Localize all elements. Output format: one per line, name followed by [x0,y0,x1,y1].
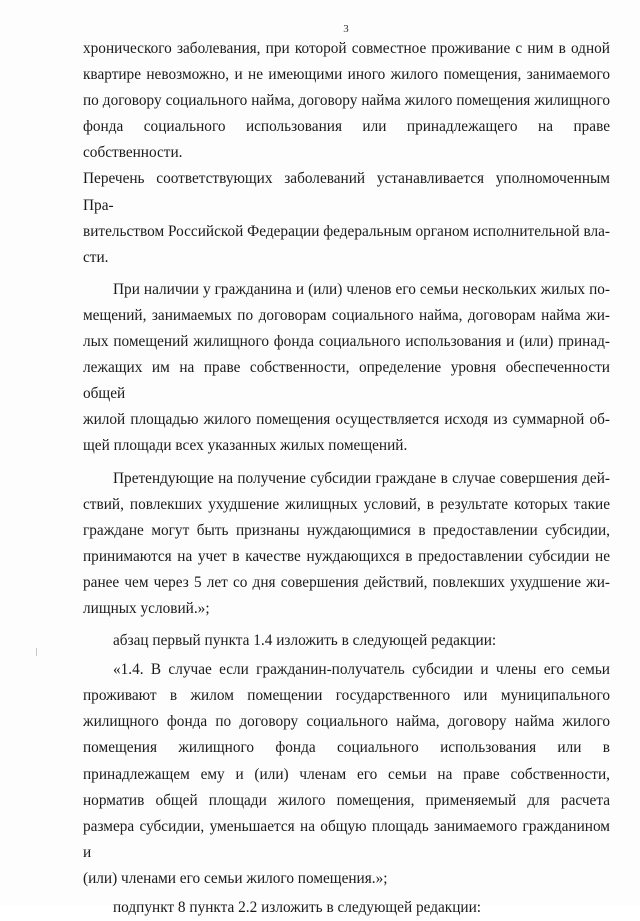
text-line: «1.4. В случае если гражданин-получатель субсидии и члены его семьи [113,661,610,679]
text-line: лежащих им на праве собственности, определение уровня обеспеченности общей [83,359,610,403]
text-line: жилищного фонда по договору социального найма, договору найма жилого [83,713,610,731]
text-line: ствий, повлекших ухудшение жилищных условий, в результате которых такие [83,495,610,513]
paragraph-amend-1-4 [83,628,610,654]
document-body [83,36,610,921]
text-line: лищных условий.»; [83,599,210,617]
paragraph-multiple-premises [83,277,610,460]
text-line: по договору социального найма, договору найма жилого помещения жилищного [83,92,610,110]
text-line: лых помещений жилищного фонда социального использования и (или) принад- [83,333,610,351]
text-line: вительством Российской Федерации федеральным органом исполнительной вла- [83,222,610,240]
text-line: проживают в жилом помещении государственного или муниципального [83,687,610,705]
text-line: квартире невозможно, и не имеющими иного жилого помещения, занимаемого [83,66,610,84]
page-number: 3 [343,23,349,35]
text-line: ранее чем через 5 лет со дня совершения действий, повлекших ухудшение жи- [83,573,610,591]
text-line: мещений, занимаемых по договорам социального найма, договорам найма жи- [83,306,610,324]
text-line: (или) членами его семьи жилого помещения.»; [83,869,388,887]
scan-artifact [36,648,37,656]
text-line: абзац первый пункта 1.4 изложить в следующей редакции: [113,632,497,650]
text-line: размера субсидии, уменьшается на общую площадь занимаемого гражданином и [83,817,610,861]
paragraph-worsening-conditions [83,466,610,623]
text-line: щей площади всех указанных жилых помещений. [83,437,408,455]
text-line: сти. [83,248,109,266]
text-line: хронического заболевания, при которой совместное проживание с ним в одной [83,40,610,57]
text-line: граждане могут быть признаны нуждающимися в предоставлении субсидии, [83,521,610,539]
text-line: помещения жилищного фонда социального использования или в [83,739,610,757]
paragraph-continuation [83,36,610,271]
text-line: жилой площадью жилого помещения осуществляется исходя из суммарной об- [83,411,610,429]
text-line: Перечень соответствующих заболеваний устанавливается уполномоченным Пра- [83,170,610,214]
paragraph-clause-1-4 [83,657,610,892]
text-line: принадлежащем ему и (или) членам его семьи на праве собственности, [83,765,610,783]
text-line: норматив общей площади жилого помещения, применяемый для расчета [83,791,610,809]
paragraph-amend-2-2 [83,895,610,921]
text-line: принимаются на учет в качестве нуждающихся в предоставлении субсидии не [83,547,610,565]
text-line: подпункт 8 пункта 2.2 изложить в следующей редакции: [113,899,482,916]
text-line: Претендующие на получение субсидии граждане в случае совершения дей- [113,469,610,487]
text-line: При наличии у гражданина и (или) членов его семьи нескольких жилых по- [113,280,610,298]
text-line: фонда социального использования или принадлежащего на праве собственности. [83,118,610,162]
